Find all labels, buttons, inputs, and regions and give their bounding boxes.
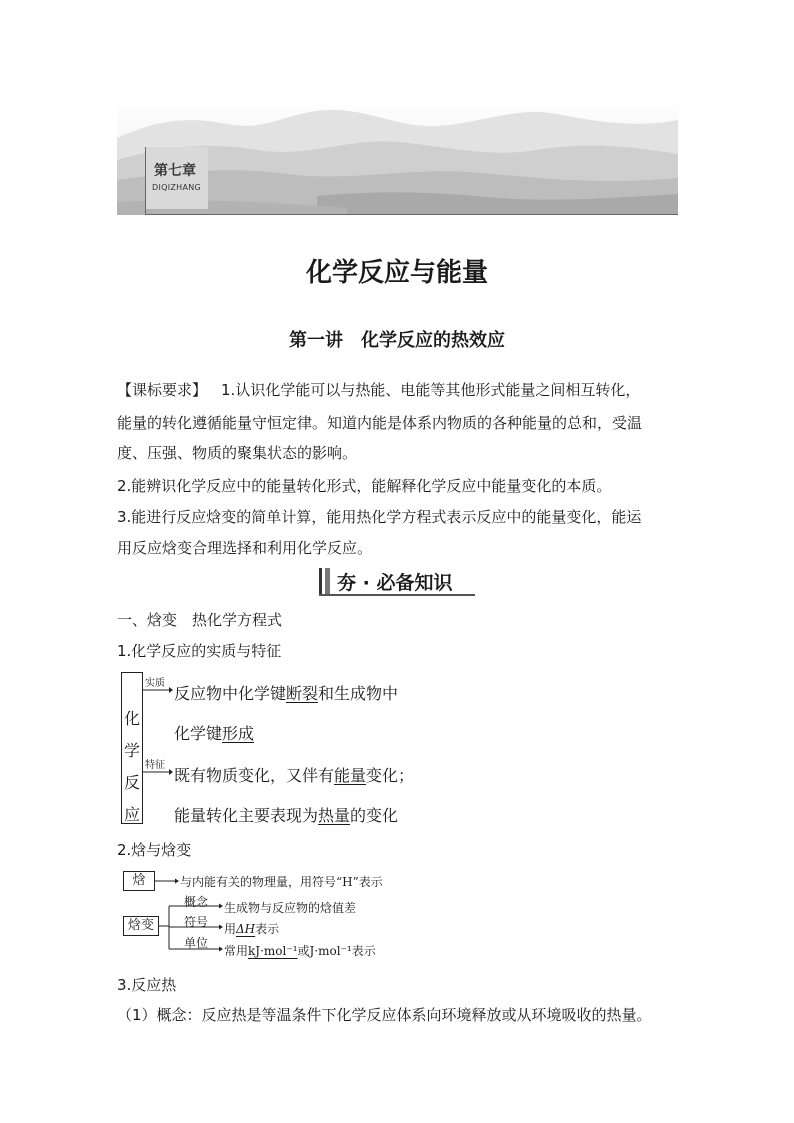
requirements-line-4: 2.能辨识化学反应中的能量转化形式，能解释化学反应中能量变化的本质。: [117, 477, 612, 495]
item-1: 1.化学反应的实质与特征: [117, 642, 282, 660]
item-2: 2.焓与焓变: [117, 841, 192, 859]
concept-char: 学: [124, 741, 141, 760]
section-underline: [319, 594, 475, 596]
enthalpy-description: 与内能有关的物理量，用符号“H”表示: [180, 875, 383, 889]
requirements-line-2: 能量的转化遵循能量守恒定律。知道内能是体系内物质的各种能量的总和，受温: [117, 414, 643, 432]
branch-label: 单位: [184, 936, 209, 950]
diagram-keyword: 能量: [334, 766, 367, 785]
concept-char: 反: [124, 773, 141, 792]
requirements-tag: 【课标要求】: [117, 381, 208, 399]
branch-text: 常用: [224, 944, 249, 958]
lesson-title: 第一讲 化学反应的热效应: [289, 330, 505, 351]
section-bar: [319, 568, 322, 594]
arrow-label: 实质: [145, 678, 165, 689]
branch-text: 用: [224, 922, 237, 936]
branch-label: 概念: [184, 895, 209, 909]
branch-keyword: kJ·mol⁻¹: [248, 944, 298, 958]
divider: [145, 147, 146, 215]
requirements-text: 1.认识化学能可以与热能、电能等其他形式能量之间相互转化，: [221, 381, 641, 399]
requirements-line-3: 度、压强、物质的聚集状态的影响。: [117, 444, 358, 462]
enthalpy-box: 焓: [123, 871, 155, 891]
arrow-label: 特征: [145, 760, 165, 771]
requirements-line-5: 3.能进行反应焓变的简单计算，能用热化学方程式表示反应中的能量变化，能运: [117, 508, 642, 526]
branch-keyword: ΔH: [236, 922, 256, 936]
diagram-text: 变化；: [366, 766, 415, 785]
diagram-text: 的变化: [350, 806, 399, 825]
section-header: [319, 566, 475, 596]
branch-text: 表示: [255, 922, 280, 936]
concept-char: 应: [124, 805, 141, 824]
diagram-line: [174, 803, 398, 826]
concept-char: 化: [124, 709, 141, 728]
section-title: 夯 · 必备知识: [337, 572, 453, 594]
requirements-line-6: 用反应焓变合理选择和利用化学反应。: [117, 539, 373, 557]
heading-1: 一、焓变 热化学方程式: [117, 611, 283, 629]
diagram-text: 既有物质变化，又伴有: [174, 766, 335, 785]
item-3-line-1: （1）概念：反应热是等温条件下化学反应体系向环境释放或从环境吸收的热量。: [117, 1006, 652, 1024]
diagram-text: 能量转化主要表现为: [174, 806, 319, 825]
diagram-keyword: 热量: [318, 806, 351, 825]
diagram-text: 和生成物中: [318, 684, 399, 703]
branch-text: 或J·mol⁻¹表示: [297, 944, 376, 958]
diagram-text: 化学键: [174, 724, 223, 743]
diagram-text: 反应物中化学键: [174, 684, 287, 703]
section-bar: [325, 568, 330, 594]
branch-desc: 生成物与反应物的焓值差: [224, 901, 357, 915]
branch-desc: [224, 920, 279, 937]
page-title: 化学反应与能量: [305, 258, 488, 288]
diagram-keyword: 形成: [222, 724, 255, 743]
chapter-number: 第七章: [154, 163, 196, 179]
branch-desc: [224, 942, 376, 959]
diagram-line: [174, 763, 414, 786]
requirements-line-1: [117, 380, 640, 400]
chapter-pinyin: DIQIZHANG: [152, 183, 202, 192]
enthalpy-change-box: 焓变: [123, 916, 159, 936]
branch-label: 符号: [184, 915, 209, 929]
divider: [145, 214, 678, 215]
diagram-keyword: 断裂: [286, 684, 319, 703]
item-3: 3.反应热: [117, 976, 177, 994]
diagram-line: [174, 721, 254, 744]
diagram-line: [174, 681, 398, 704]
